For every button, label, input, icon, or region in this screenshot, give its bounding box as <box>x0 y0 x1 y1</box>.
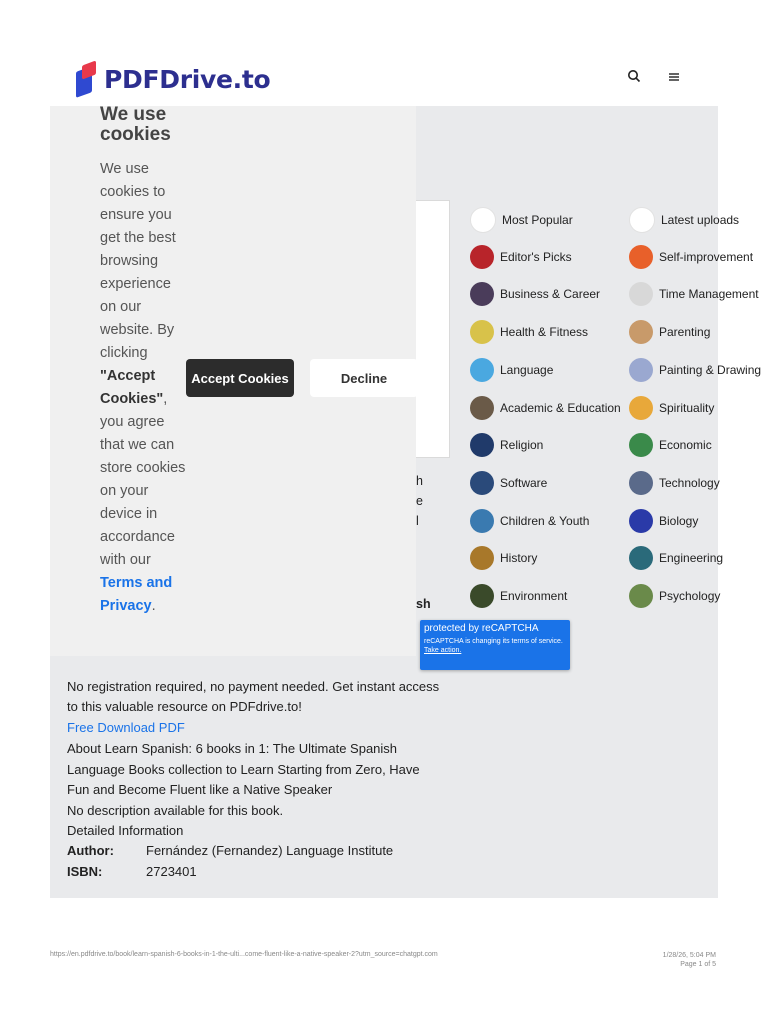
category-thumbnail-icon <box>470 282 494 306</box>
author-value: Fernández (Fernandez) Language Institute <box>146 843 394 858</box>
category-label: Editor's Picks <box>500 249 572 264</box>
isbn-label: ISBN: <box>67 864 103 879</box>
decline-cookies-button[interactable]: Decline <box>310 359 418 397</box>
category-item[interactable] <box>629 358 761 382</box>
category-label: Children & Youth <box>500 513 590 528</box>
cookie-title: cookies <box>100 124 171 145</box>
category-thumbnail-icon <box>629 546 653 570</box>
cookie-message: We use cookies to ensure you get the best browsing experience on our website. By clicking "Accept Cookies", you agree that we can store cookies on your device in accordance with our Terms and Privacy. <box>100 161 186 614</box>
category-item[interactable] <box>470 396 621 420</box>
category-item[interactable] <box>629 546 723 570</box>
category-label: Environment <box>500 589 568 603</box>
category-label: History <box>500 551 538 566</box>
category-label: Parenting <box>659 325 711 340</box>
category-label: Economic <box>659 438 712 453</box>
category-item[interactable] <box>470 358 553 382</box>
detailed-information-heading: Detailed Information <box>67 823 184 838</box>
category-label: Academic & Education <box>500 400 621 415</box>
category-thumbnail-icon <box>470 245 494 269</box>
about-line: About Learn Spanish: 6 books in 1: The Ultimate Spanish <box>67 741 398 756</box>
category-thumbnail-icon <box>470 471 494 495</box>
category-item[interactable] <box>629 282 759 306</box>
category-item[interactable] <box>470 433 543 457</box>
category-label: Software <box>500 475 548 490</box>
category-thumbnail-icon <box>470 509 494 533</box>
hamburger-menu-icon[interactable] <box>664 68 684 88</box>
category-item[interactable] <box>629 584 720 608</box>
category-label: Most Popular <box>502 213 573 227</box>
category-label: Biology <box>659 513 699 528</box>
category-item[interactable] <box>629 245 753 269</box>
free-download-link[interactable]: Free Download PDF <box>67 720 185 735</box>
category-item[interactable] <box>629 509 698 533</box>
accept-cookies-button[interactable]: Accept Cookies <box>186 359 294 397</box>
pdfdrive-logo-icon <box>76 63 96 95</box>
category-item[interactable] <box>629 207 739 233</box>
recaptcha-notice: reCAPTCHA is changing its terms of service. Take action. <box>424 638 563 654</box>
category-label: Latest uploads <box>661 213 740 227</box>
category-list-right <box>626 200 762 620</box>
category-thumbnail-icon <box>629 358 653 382</box>
category-thumbnail-icon <box>629 207 655 233</box>
text-fragment: sh <box>416 597 431 611</box>
author-label: Author: <box>67 843 114 858</box>
category-label: Religion <box>500 438 544 453</box>
category-thumbnail-icon <box>629 471 653 495</box>
cookie-title-partial: We use <box>100 104 167 125</box>
isbn-value: 2723401 <box>146 864 197 879</box>
about-line: Fun and Become Fluent like a Native Speaker <box>67 782 333 797</box>
no-registration-text: No registration required, no payment needed. Get instant access <box>67 679 440 694</box>
category-thumbnail-icon <box>470 396 494 420</box>
about-line: Language Books collection to Learn Starting from Zero, Have <box>67 762 420 777</box>
category-item[interactable] <box>470 245 572 269</box>
category-item[interactable] <box>470 584 567 608</box>
category-thumbnail-icon <box>629 509 653 533</box>
recaptcha-badge[interactable] <box>420 620 570 670</box>
logo-text: PDFDrive.to <box>104 64 271 94</box>
recaptcha-take-action-link[interactable]: Take action. <box>424 647 462 654</box>
accept-cookies-quote: "Accept Cookies" <box>100 368 164 407</box>
category-label: Painting & Drawing <box>659 362 762 377</box>
category-item[interactable] <box>470 471 547 495</box>
category-label: Psychology <box>659 589 721 603</box>
category-item[interactable] <box>470 320 588 344</box>
category-label: Health & Fitness <box>500 325 589 340</box>
category-label: Spirituality <box>659 400 715 415</box>
print-date: 1/28/26, 5:04 PM Page 1 of 5 <box>662 952 716 968</box>
category-thumbnail-icon <box>629 320 653 344</box>
page-number: Page 1 of 5 <box>680 961 716 968</box>
terms-privacy-link[interactable]: Terms and Privacy <box>100 575 173 614</box>
category-item[interactable] <box>470 546 537 570</box>
resource-text: to this valuable resource on PDFdrive.to! <box>67 699 302 714</box>
category-thumbnail-icon <box>470 433 494 457</box>
category-thumbnail-icon <box>629 282 653 306</box>
category-thumbnail-icon <box>629 245 653 269</box>
site-header <box>50 50 718 106</box>
page-url: https://en.pdfdrive.to/book/learn-spanish-6-books-in-1-the-ulti...come-fluent-like-a-native-speaker-2?utm_source=chatgpt.com <box>50 951 438 958</box>
category-thumbnail-icon <box>629 433 653 457</box>
category-label: Language <box>500 362 554 377</box>
category-thumbnail-icon <box>629 396 653 420</box>
category-item[interactable] <box>629 471 720 495</box>
text-fragment: h <box>416 474 423 488</box>
category-item[interactable] <box>470 282 600 306</box>
category-thumbnail-icon <box>470 584 494 608</box>
category-label: Engineering <box>659 551 724 566</box>
category-label: Technology <box>659 475 720 490</box>
text-fragment: l <box>416 514 419 528</box>
category-label: Business & Career <box>500 287 601 302</box>
category-item[interactable] <box>470 207 573 233</box>
category-thumbnail-icon <box>470 207 496 233</box>
recaptcha-title: protected by reCAPTCHA <box>424 623 539 634</box>
category-thumbnail-icon <box>470 358 494 382</box>
category-thumbnail-icon <box>470 546 494 570</box>
site-logo[interactable] <box>76 62 270 96</box>
no-description-text: No description available for this book. <box>67 803 284 818</box>
category-label: Self-improvement <box>659 249 754 264</box>
category-item[interactable] <box>629 320 710 344</box>
category-item[interactable] <box>470 509 589 533</box>
category-thumbnail-icon <box>470 320 494 344</box>
category-label: Time Management <box>659 287 759 302</box>
category-item[interactable] <box>629 396 714 420</box>
category-item[interactable] <box>629 433 712 457</box>
search-icon[interactable] <box>624 68 644 88</box>
text-fragment: e <box>416 494 423 508</box>
category-thumbnail-icon <box>629 584 653 608</box>
